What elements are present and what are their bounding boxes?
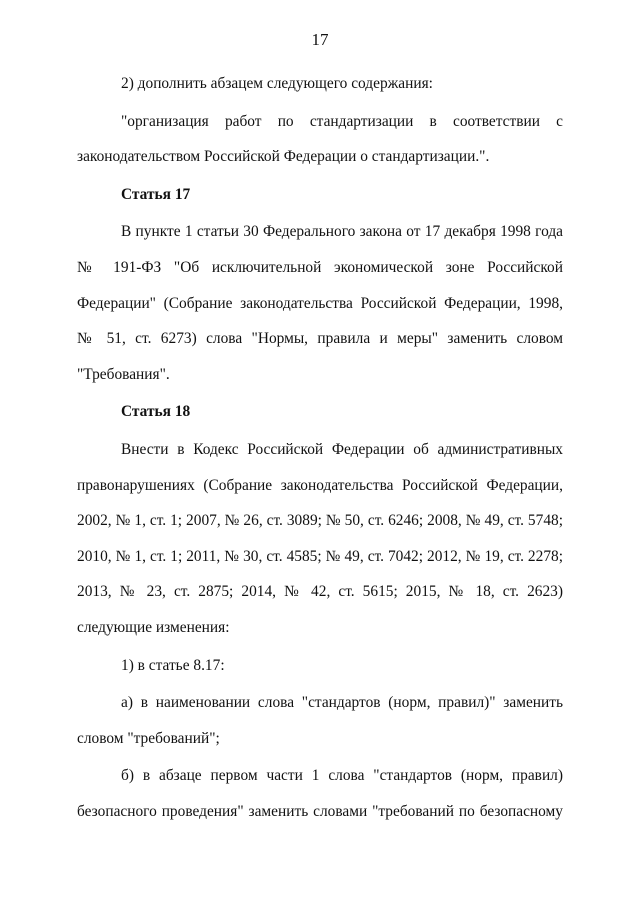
text-line: "организация работ по стандартизации в соответствии с bbox=[121, 112, 563, 130]
text-line: № 51, ст. 6273) слова "Нормы, правила и меры" заменить словом bbox=[77, 330, 563, 348]
text-line: 2002, № 1, ст. 1; 2007, № 26, ст. 3089; № 50, ст. 6246; 2008, № 49, ст. 5748; bbox=[77, 512, 563, 530]
text-line: 2013, № 23, ст. 2875; 2014, № 42, ст. 5615; 2015, № 18, ст. 2623) bbox=[77, 583, 563, 601]
text-line: Внести в Кодекс Российской Федерации об административных bbox=[121, 440, 563, 458]
text-line: словом "требований"; bbox=[77, 729, 220, 747]
text-line: № 191-ФЗ "Об исключительной экономической зоне Российской bbox=[77, 258, 563, 276]
paragraph bbox=[77, 214, 563, 392]
text-line: правонарушениях (Собрание законодательства Российской Федерации, bbox=[77, 476, 563, 494]
paragraph bbox=[77, 432, 563, 646]
text-line: законодательством Российской Федерации о стандартизации.". bbox=[77, 148, 490, 166]
page-number: 17 bbox=[311, 30, 329, 49]
paragraph bbox=[77, 648, 563, 684]
text-line: 2) дополнить абзацем следующего содержания: bbox=[121, 75, 433, 92]
text-line: безопасного проведения" заменить словами "требований по безопасному bbox=[77, 802, 563, 820]
paragraph bbox=[77, 104, 563, 175]
document-body bbox=[77, 66, 563, 831]
article-heading: Статья 17 bbox=[121, 185, 191, 203]
article-heading: Статья 18 bbox=[121, 403, 191, 421]
text-line: "Требования". bbox=[77, 365, 170, 383]
paragraph bbox=[77, 66, 563, 102]
paragraph bbox=[77, 758, 563, 829]
text-line: а) в наименовании слова "стандартов (норм, правил)" заменить bbox=[121, 694, 563, 712]
text-line: б) в абзаце первом части 1 слова "стандартов (норм, правил) bbox=[121, 767, 563, 785]
text-line: В пункте 1 статьи 30 Федерального закона от 17 декабря 1998 года bbox=[121, 223, 563, 241]
text-line: 2010, № 1, ст. 1; 2011, № 30, ст. 4585; № 49, ст. 7042; 2012, № 19, ст. 2278; bbox=[77, 547, 563, 565]
text-line: Федерации" (Собрание законодательства Российской Федерации, 1998, bbox=[77, 294, 563, 312]
text-line: 1) в статье 8.17: bbox=[121, 656, 225, 674]
paragraph bbox=[77, 685, 563, 756]
text-line: следующие изменения: bbox=[77, 618, 230, 636]
